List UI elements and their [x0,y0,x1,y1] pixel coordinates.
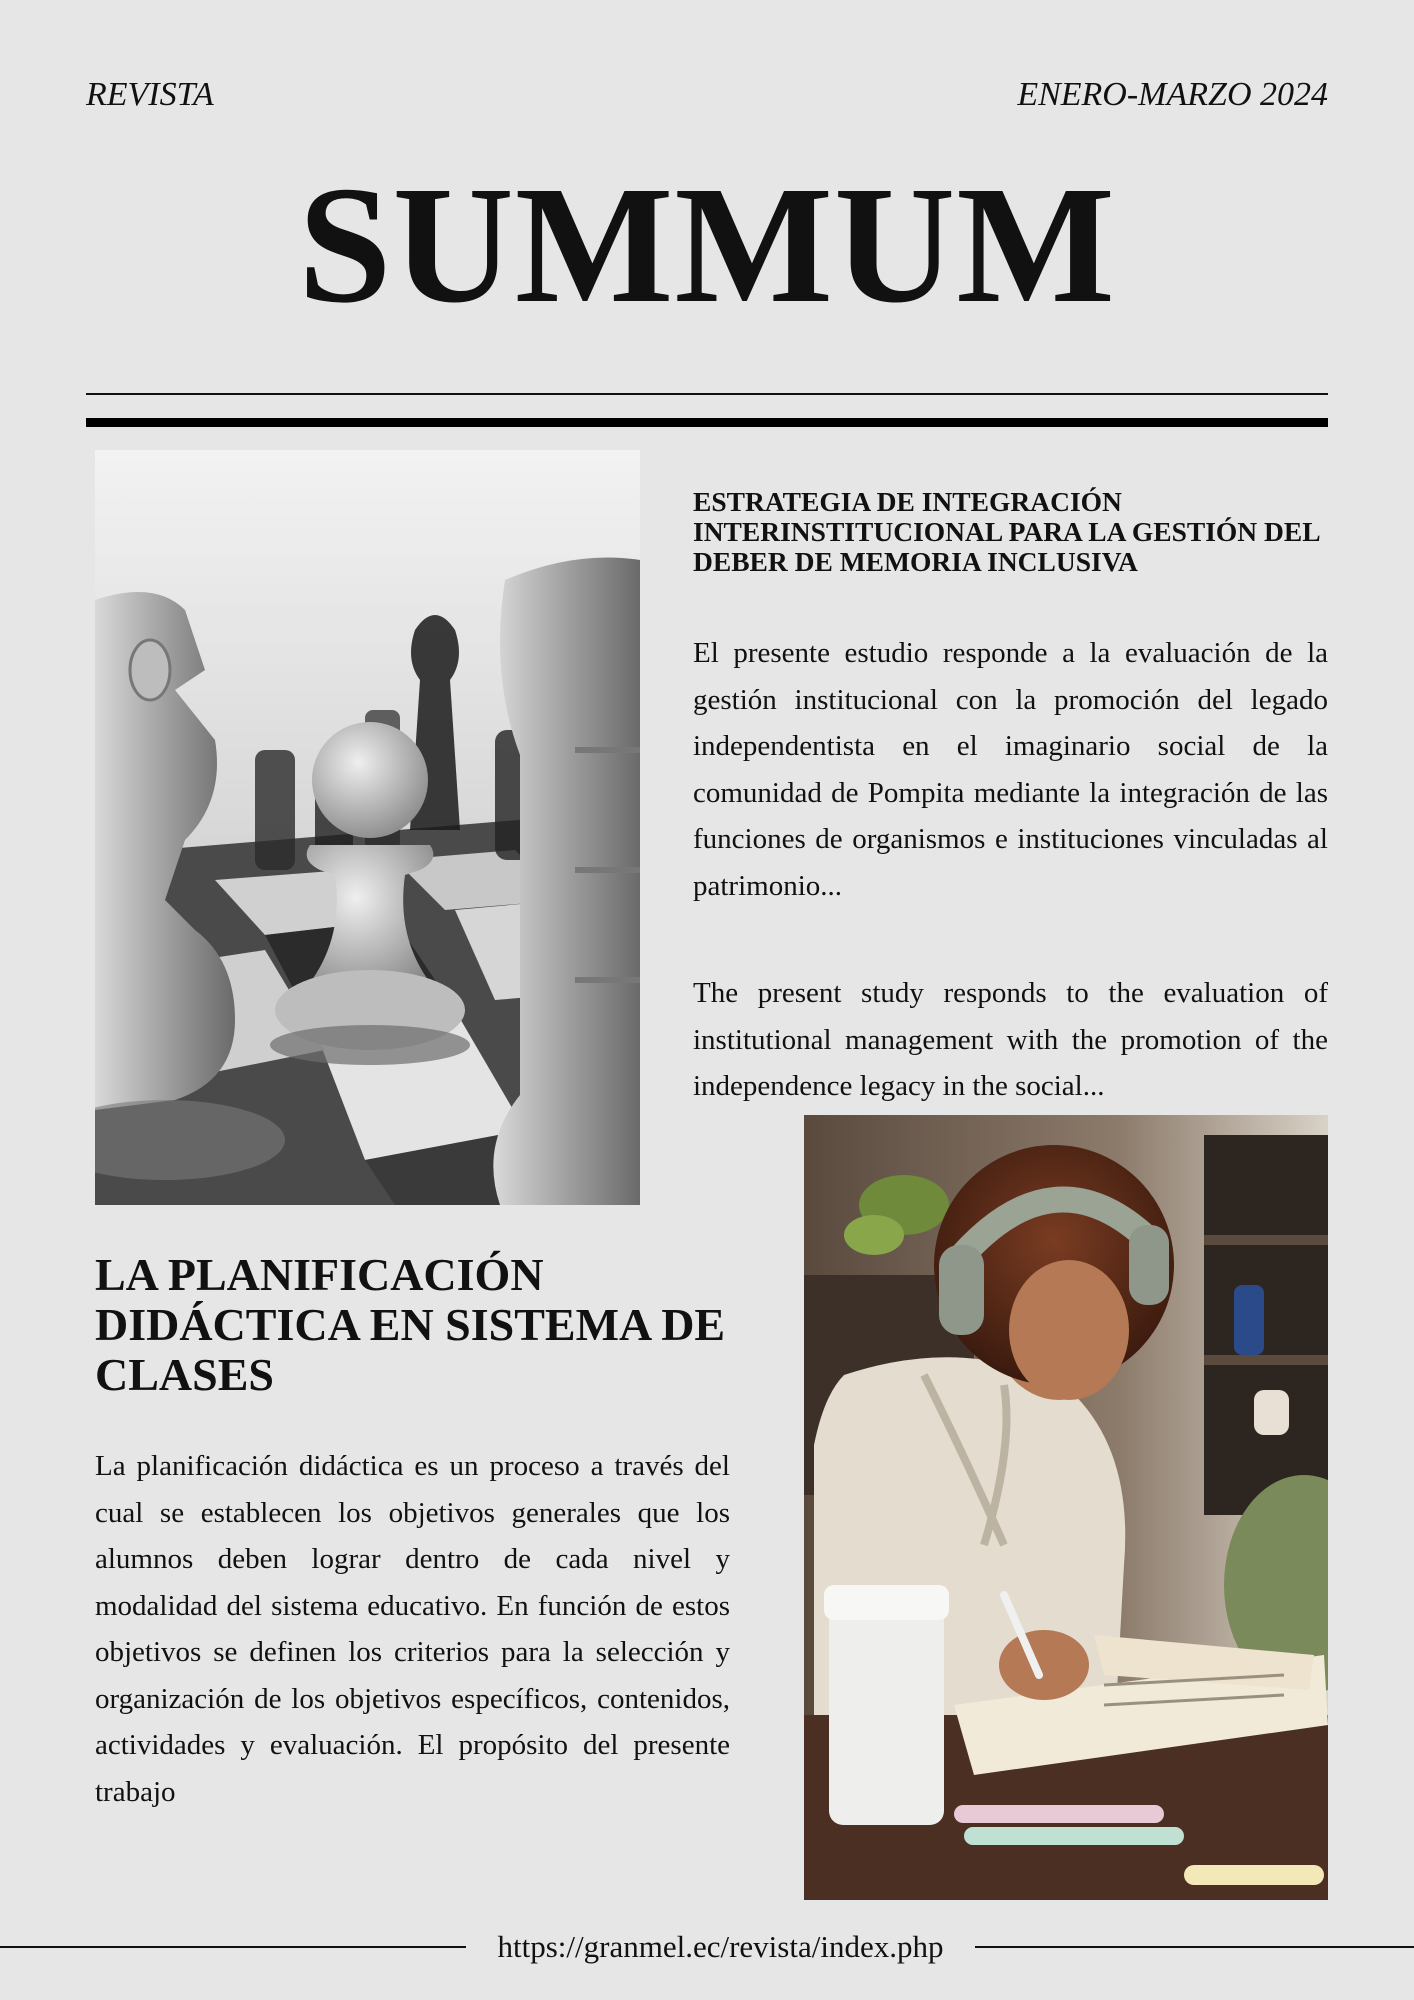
footer-rule-right [975,1946,1414,1948]
article1-abstract-es: El presente estudio responde a la evaluación de la gestión institucional con la promoción del legado independentista en el imaginario social de la comunidad de Pompita mediante la integración de las funciones de organismos e instituciones vinculadas al patrimonio... [693,637,1328,902]
article2-title: LA PLANIFICACIÓN DIDÁCTICA EN SISTEMA DE CLASES [95,1249,726,1400]
footer-rule-left [0,1946,466,1948]
issue-date: ENERO-MARZO 2024 [1017,76,1328,113]
article2-body: La planificación didáctica es un proceso a través del cual se establecen los objetivos generales que los alumnos deben lograr dentro de cada nivel y modalidad del sistema educativo. En función de estos objetivos se definen los criterios para la selección y organización de los objetivos específicos, contenidos, actividades y evaluación. El propósito del presente trabajo [95,1450,730,1808]
article1-title: ESTRATEGIA DE INTEGRACIÓN INTERINSTITUCIONAL PARA LA GESTIÓN DEL DEBER DE MEMORIA INCLUSIVA [693,486,1320,577]
student-photo [804,1115,1328,1900]
magazine-label: REVISTA [86,76,214,113]
article1-abstract-en: The present study responds to the evaluation of institutional management with the promotion of the independence legacy in the social... [693,977,1328,1102]
divider-thick [86,418,1328,427]
footer-url[interactable]: https://granmel.ec/revista/index.php [497,1929,944,1964]
divider-thin [86,393,1328,395]
chess-photo [95,450,640,1205]
masthead-title: SUMMUM [298,152,1116,338]
